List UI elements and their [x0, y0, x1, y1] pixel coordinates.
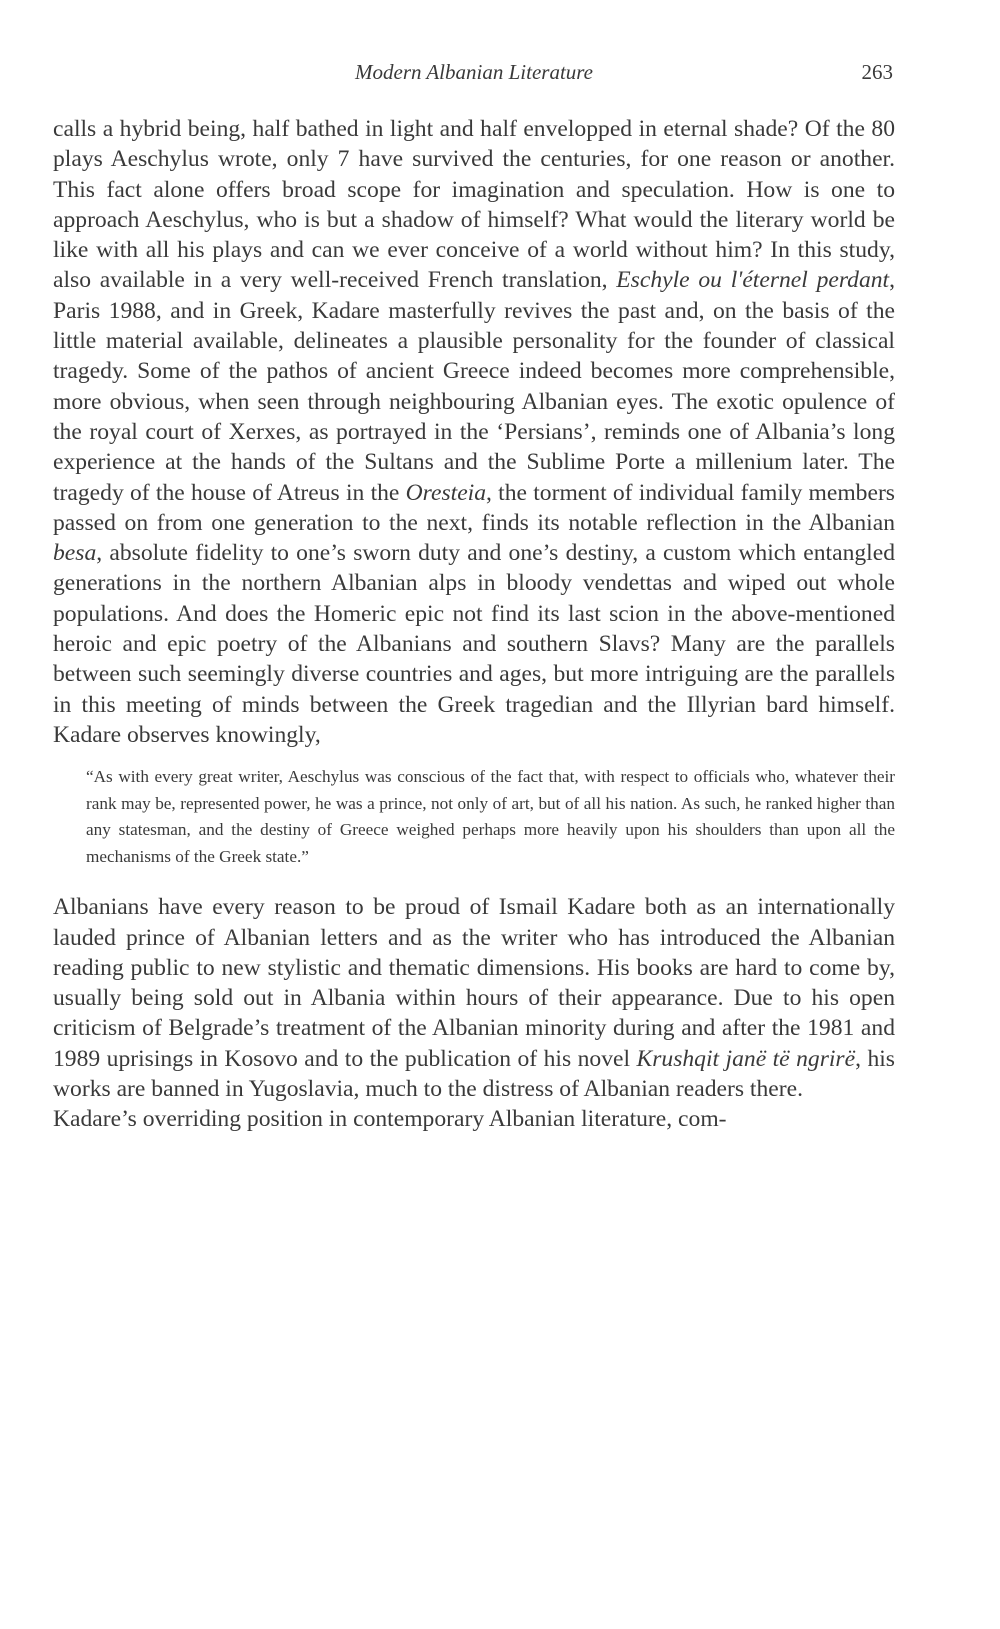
paragraph-aeschylus	[53, 114, 895, 750]
paragraph-pride	[53, 892, 895, 1104]
italic-term-besa: besa	[53, 540, 97, 567]
text-run: , absolute fidelity to one’s sworn duty and one’s destiny, a custom which entangled generations in the northern Albanian alps in bloody vendettas and wiped out whole populations. And does the Homeric epic not find its last scion in the above-mentioned heroic and epic poetry of the Albanians and southern Slavs? Many are the parallels between such seemingly diverse countries and ages, but more intriguing are the parallels in this meeting of minds between the Greek tragedian and the Illyrian bard himself. Kadare observes knowingly,	[53, 540, 895, 748]
running-title: Modern Albanian Literature	[355, 60, 593, 84]
page-number: 263	[861, 60, 893, 84]
italic-title-oresteia: Oresteia	[405, 479, 487, 506]
text-run: calls a hybrid being, half bathed in light and half envelopped in eternal shade? Of the 80 plays Aeschylus wrote, only 7 have survived the centuries, for one reason or another. This fact alone offers broad scope for imagination and speculation. How is one to approach Aeschylus, who is but a shadow of himself? What would the literary world be like with all his plays and can we ever conceive of a world without him? In this study, also available in a very well-received French translation,	[53, 116, 895, 294]
text-run: , Paris 1988, and in Greek, Kadare masterfully revives the past and, on the basis of the little material available, delineates a plausible personality for the founder of classical tragedy. Some of the pathos of ancient Greece indeed becomes more comprehensible, more obvious, when seen through neighbouring Albanian eyes. The exotic opulence of the royal court of Xerxes, as portrayed in the ‘Persians’, reminds one of Albania’s long experience at the hands of the Sultans and the Sublime Porte a millenium later. The tragedy of the house of Atreus in the	[53, 267, 895, 506]
text-run: , his works are banned in Yugoslavia, much to the distress of Albanian readers there.	[53, 1045, 895, 1103]
italic-title-krushqit: Krushqit janë të ngrirë	[636, 1045, 856, 1072]
block-quote	[86, 764, 895, 870]
quote-text: “As with every great writer, Aeschylus was conscious of the fact that, with respect to officials who, whatever their rank may be, represented power, he was a prince, not only of art, but of all his nation. As such, he ranked higher than any statesman, and the destiny of Greece weighed perhaps more heavily upon his shoulders than upon all the mechanisms of the Greek state.”	[86, 767, 895, 866]
paragraph-position: Kadare’s overriding position in contemporary Albanian literature, com-	[53, 1106, 727, 1133]
text-run: Albanians have every reason to be proud of Ismail Kadare both as an internationally lauded prince of Albanian letters and as the writer who has introduced the Albanian reading public to new stylistic and thematic dimensions. His books are hard to come by, usually being sold out in Albania within hours of their appearance. Due to his open criticism of Belgrade’s treatment of the Albanian minority during and after the 1981 and 1989 uprisings in Kosovo and to the publication of his novel	[53, 894, 895, 1072]
running-head	[53, 60, 895, 92]
body-text	[53, 114, 895, 1135]
text-run: , the torment of individual family members passed on from one generation to the next, finds its notable reflection in the Albanian	[53, 479, 895, 536]
italic-title-eschyle: Eschyle ou l'éternel perdant	[616, 267, 890, 294]
